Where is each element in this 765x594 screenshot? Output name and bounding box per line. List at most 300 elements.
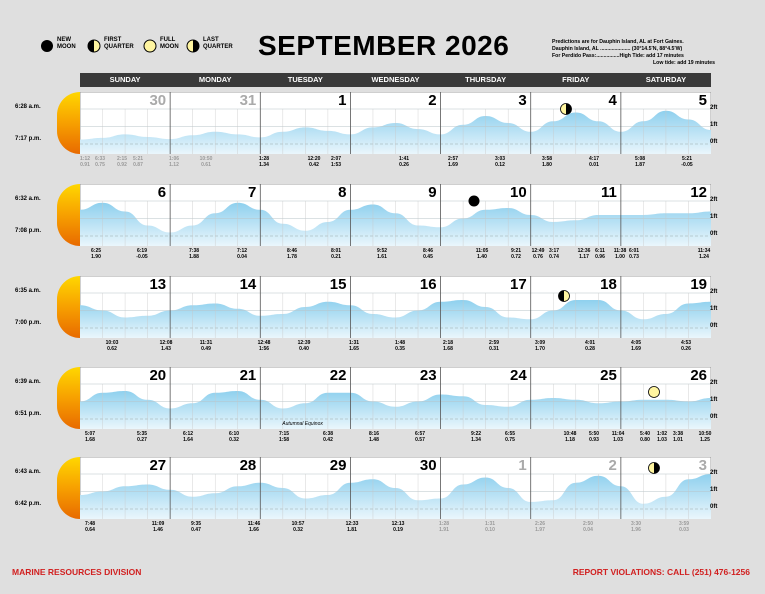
day-header-tuesday: TUESDAY [287, 75, 323, 84]
tide-height: 1.69 [448, 162, 458, 168]
sun-badge [57, 367, 80, 429]
tide-level-label: 2ft [710, 470, 718, 476]
day-header-thursday: THURSDAY [465, 75, 507, 84]
tide-entry [439, 521, 449, 533]
tide-time: 5:50 [588, 431, 600, 437]
tide-height: 1.97 [535, 527, 545, 533]
tide-entry [505, 431, 515, 443]
day-number: 1 [338, 92, 347, 109]
tide-height: 0.64 [85, 527, 95, 533]
tide-entry [578, 248, 591, 260]
tide-level-label: 0ft [710, 504, 718, 510]
tide-height: 1.46 [153, 527, 163, 533]
week-row [80, 276, 711, 338]
tide-entry [152, 521, 165, 533]
sunrise-time: 6:43 a.m. [15, 469, 41, 475]
legend-label: LAST QUARTER [203, 37, 233, 50]
tide-entry [589, 431, 599, 443]
day-number: 15 [329, 276, 347, 293]
day-number: 25 [600, 367, 617, 384]
day-number: 23 [419, 367, 437, 384]
tide-time: 5:21 [132, 156, 144, 162]
tide-entry [169, 156, 179, 168]
tide-entry [698, 248, 711, 260]
tide-height: 1.91 [439, 527, 449, 533]
tide-times-row [80, 156, 711, 172]
tide-time: 1:48 [394, 340, 406, 346]
tide-height: 1.03 [613, 437, 623, 443]
tide-time: 2:57 [447, 156, 459, 162]
tide-time: 6:19 [136, 248, 147, 254]
day-number: 28 [239, 457, 257, 474]
tide-entry [631, 521, 641, 533]
tide-entry [237, 248, 247, 260]
footer-division: MARINE RESOURCES DIVISION [12, 567, 142, 577]
tide-level-label: 0ft [710, 139, 718, 145]
tide-height: 1.68 [85, 437, 95, 443]
tide-time: 6:01 [628, 248, 640, 254]
tide-time: 6:38 [322, 431, 334, 437]
tide-time: 3:09 [534, 340, 546, 346]
day-header-monday: MONDAY [198, 75, 232, 84]
tide-time: 1:28 [438, 521, 450, 527]
day-number: 12 [690, 184, 707, 201]
tide-time: 12:39 [297, 340, 311, 346]
day-number: 18 [600, 276, 617, 293]
tide-time: 11:05 [475, 248, 489, 254]
tide-entry [279, 431, 289, 443]
tide-height: 0.01 [589, 162, 599, 168]
day-number: 27 [149, 457, 167, 474]
day-number: 8 [338, 184, 347, 201]
day-number: 16 [419, 276, 437, 293]
sunrise-time: 6:28 a.m. [15, 104, 41, 110]
day-number: 9 [428, 184, 437, 201]
tide-time: 1:31 [484, 521, 496, 527]
tide-level-label: 0ft [710, 231, 718, 237]
tide-entry [679, 521, 689, 533]
tide-entry [298, 340, 311, 352]
tide-height: 0.96 [595, 254, 605, 260]
day-number: 22 [329, 367, 347, 384]
tide-height: 1.34 [259, 162, 269, 168]
day-header-saturday: SATURDAY [645, 75, 687, 84]
tide-time: 5:08 [634, 156, 646, 162]
tide-time: 7:38 [188, 248, 200, 254]
tide-height: 1.24 [699, 254, 709, 260]
tide-height: 1.43 [161, 346, 171, 352]
tide-time: 1:02 [656, 431, 668, 437]
tide-time: 10:50 [199, 156, 213, 162]
tide-height: 1:53 [330, 162, 342, 168]
day-number: 29 [329, 457, 347, 474]
tide-height: 0.61 [201, 162, 211, 168]
tide-times-row [80, 431, 711, 447]
predictions-line: Low tide: add 19 minutes [653, 60, 715, 66]
tide-level-label: 1ft [710, 487, 718, 493]
tide-time: 12:08 [159, 340, 173, 346]
tide-entry [471, 431, 481, 443]
day-number: 5 [698, 92, 707, 109]
tide-entry [476, 248, 489, 260]
tide-entry [532, 248, 545, 260]
tide-height: 0.75 [95, 162, 105, 168]
tide-time: 1:28 [258, 156, 270, 162]
day-number: 2 [608, 457, 617, 474]
tide-height: 0.42 [309, 162, 319, 168]
tide-time: 11:09 [151, 521, 165, 527]
predictions-line: Predictions are for Dauphin Island, AL at Fort Gaines. [552, 39, 684, 45]
tide-height: 0.49 [201, 346, 211, 352]
tide-entry [331, 156, 341, 168]
week-row [80, 92, 711, 154]
day-number: 21 [239, 367, 257, 384]
tide-entry [423, 248, 433, 260]
tide-time: 1:06 [168, 156, 180, 162]
day-number: 3 [518, 92, 527, 109]
legend-label: FULL MOON [160, 37, 179, 50]
day-number: 31 [239, 92, 257, 109]
sunset-time: 6:42 p.m. [15, 501, 42, 507]
tide-height: 0.75 [505, 437, 515, 443]
day-number: 19 [690, 276, 707, 293]
tide-entry [377, 248, 387, 260]
tide-entry [585, 340, 595, 352]
tide-height: 0.40 [299, 346, 309, 352]
tide-entry [399, 156, 409, 168]
tide-time: 2:50 [582, 521, 594, 527]
tide-time: 3:03 [494, 156, 506, 162]
tide-time: 11:34 [697, 248, 711, 254]
tide-time: 2:15 [116, 156, 128, 162]
tide-entry [392, 521, 405, 533]
day-number: 2 [428, 92, 437, 109]
tide-height: 1.34 [471, 437, 481, 443]
tide-height: 1.96 [631, 527, 641, 533]
predictions-line: Dauphin Island, AL ..................... (30°14.5'N, 88°4.5'W) [552, 46, 683, 52]
tide-entry [448, 156, 458, 168]
tide-entry [589, 156, 599, 168]
tide-entry [549, 248, 559, 260]
tide-entry [369, 431, 379, 443]
tide-height: 0.12 [495, 162, 505, 168]
tide-entry [191, 521, 201, 533]
week-row [80, 367, 711, 429]
tide-entry [681, 156, 692, 168]
tide-height: 1.87 [635, 162, 645, 168]
tide-time: 11:46 [247, 521, 261, 527]
tide-height: 1.78 [287, 254, 297, 260]
tide-time: 3:17 [548, 248, 560, 254]
day-number: 1 [518, 457, 527, 474]
last-quarter-icon [186, 39, 200, 53]
tide-height: 0.35 [395, 346, 405, 352]
tide-times-row [80, 248, 711, 264]
day-number: 6 [157, 184, 167, 201]
tide-level-label: 0ft [710, 414, 718, 420]
tide-height: 0.04 [237, 254, 247, 260]
tide-height: 1.66 [249, 527, 259, 533]
tide-time: 6:55 [504, 431, 516, 437]
tide-time: 8:46 [286, 248, 298, 254]
day-number: 3 [698, 457, 707, 474]
tide-entry [395, 340, 405, 352]
tide-time: 4:53 [680, 340, 692, 346]
tide-level-label: 2ft [710, 289, 718, 295]
tide-entry [287, 248, 297, 260]
tide-height: 0.57 [415, 437, 425, 443]
tide-height: 0.80 [640, 437, 650, 443]
tide-height: 1.88 [189, 254, 199, 260]
tide-entry [485, 521, 495, 533]
tide-entry [640, 431, 650, 443]
tide-height: 0.73 [629, 254, 639, 260]
tide-time: 12:13 [391, 521, 405, 527]
tide-entry [635, 156, 645, 168]
tide-time: 3:59 [678, 521, 690, 527]
tide-time: 1:41 [398, 156, 410, 162]
tide-time: 1:31 [348, 340, 360, 346]
tide-entry [200, 156, 213, 168]
tide-height: 0.28 [585, 346, 595, 352]
day-number: 4 [608, 92, 617, 109]
tide-time: 8:16 [368, 431, 380, 437]
tide-height: -0.05 [136, 254, 148, 260]
tide-height: 1.81 [347, 527, 357, 533]
day-number: 10 [510, 184, 527, 201]
tide-time: 11:31 [199, 340, 213, 346]
tide-height: 0.92 [117, 162, 127, 168]
tide-height: 1.65 [349, 346, 359, 352]
day-number: 17 [510, 276, 527, 293]
tide-level-label: 1ft [710, 306, 718, 312]
tide-height: 1.01 [673, 437, 683, 443]
tide-entry [200, 340, 213, 352]
tide-entry [85, 431, 95, 443]
sunset-time: 6:51 p.m. [15, 411, 42, 417]
tide-time: 5:35 [136, 431, 148, 437]
tide-time: 9:21 [510, 248, 522, 254]
tide-height: 1.70 [535, 346, 545, 352]
tide-height: 0.04 [583, 527, 593, 533]
tide-entry [631, 340, 641, 352]
tide-height: 0.72 [511, 254, 521, 260]
tide-height: 1.61 [377, 254, 387, 260]
day-header-sunday: SUNDAY [109, 75, 141, 84]
day-number: 30 [419, 457, 437, 474]
sun-badge [57, 92, 80, 154]
tide-time: 6:33 [94, 156, 106, 162]
day-number: 7 [247, 184, 257, 201]
tide-height: 1:56 [258, 346, 270, 352]
legend-first-quarter [87, 37, 138, 53]
tide-time: 11:04 [611, 431, 625, 437]
tide-entry [95, 156, 105, 168]
tide-height: 1.90 [91, 254, 101, 260]
legend-new-moon [40, 37, 91, 53]
tide-level-label: 2ft [710, 197, 718, 203]
equinox-note: Autumnal Equinox [282, 421, 323, 427]
day-of-week-header [80, 73, 711, 87]
tide-time: 6:12 [182, 431, 194, 437]
tide-time: 2:18 [442, 340, 454, 346]
tide-entry [489, 340, 499, 352]
tide-height: 0.91 [80, 162, 90, 168]
tide-entry [681, 340, 691, 352]
tide-time: 11:38 [613, 248, 627, 254]
tide-entry [136, 248, 147, 260]
tide-height: 1.03 [657, 437, 667, 443]
tide-entry [673, 431, 683, 443]
tide-height: 1.18 [565, 437, 575, 443]
tide-time: 10:57 [291, 521, 305, 527]
tide-entry [346, 521, 359, 533]
predictions-line: For Perdido Pass:................High Tide: add 17 minutes [552, 53, 684, 59]
sun-badge [57, 276, 80, 338]
day-header-wednesday: WEDNESDAY [371, 75, 420, 84]
tide-time: 12:49 [531, 248, 545, 254]
tide-height: 1.17 [579, 254, 589, 260]
tide-height: 1.48 [369, 437, 379, 443]
tide-entry [415, 431, 425, 443]
tide-time: 6:57 [414, 431, 426, 437]
tide-entry [629, 248, 639, 260]
tide-time: 4:05 [630, 340, 642, 346]
tide-level-label: 1ft [710, 214, 718, 220]
tide-entry [117, 156, 127, 168]
tide-time: 2:07 [330, 156, 342, 162]
tide-entry [308, 156, 321, 168]
tide-entry [292, 521, 305, 533]
sunset-time: 7:08 p.m. [15, 228, 42, 234]
day-number: 11 [600, 184, 617, 201]
tide-height: 1.80 [542, 162, 552, 168]
day-number: 20 [149, 367, 167, 384]
tide-time: 12:20 [307, 156, 321, 162]
tide-time: 10:48 [563, 431, 577, 437]
tide-height: 0.76 [533, 254, 543, 260]
tide-height: 1.00 [615, 254, 625, 260]
tide-time: 6:10 [228, 431, 240, 437]
tide-level-label: 0ft [710, 323, 718, 329]
tide-entry [258, 340, 271, 352]
tide-entry [91, 248, 101, 260]
week-row [80, 457, 711, 519]
tide-height: 0.32 [293, 527, 303, 533]
tide-time: 3:58 [541, 156, 553, 162]
tide-time: 10:50 [698, 431, 712, 437]
tide-time: 8:01 [330, 248, 342, 254]
tide-time: 7:12 [236, 248, 248, 254]
tide-time: 6:25 [90, 248, 102, 254]
tide-time: 3:30 [630, 521, 642, 527]
tide-times-row [80, 521, 711, 537]
tide-time: 9:52 [376, 248, 388, 254]
tide-time: 9:35 [190, 521, 202, 527]
tide-time: 12:36 [577, 248, 591, 254]
tide-entry [657, 431, 667, 443]
tide-entry [443, 340, 453, 352]
new-moon-icon [468, 194, 480, 206]
tide-time: 5:40 [639, 431, 651, 437]
tide-entry [595, 248, 605, 260]
new-moon-icon [40, 39, 54, 53]
tide-height: 0.32 [229, 437, 239, 443]
sunrise-time: 6:32 a.m. [15, 196, 41, 202]
tide-entry [542, 156, 552, 168]
tide-entry [80, 156, 90, 168]
tide-entry [259, 156, 269, 168]
tide-entry [133, 156, 143, 168]
tide-height: 1:58 [278, 437, 290, 443]
tide-time: 5:07 [84, 431, 96, 437]
tide-entry [137, 431, 147, 443]
legend-label: FIRST QUARTER [104, 37, 134, 50]
tide-entry [248, 521, 261, 533]
day-number: 24 [510, 367, 527, 384]
last-quarter-icon [648, 461, 660, 473]
tide-time: 7:48 [84, 521, 96, 527]
tide-time: 2:59 [488, 340, 500, 346]
day-number: 30 [149, 92, 167, 109]
week-row [80, 184, 711, 246]
day-number: 26 [690, 367, 707, 384]
tide-entry [160, 340, 173, 352]
full-moon-icon [648, 385, 660, 397]
tide-level-label: 1ft [710, 397, 718, 403]
tide-height: 0.47 [191, 527, 201, 533]
tide-entry [564, 431, 577, 443]
tide-entry [323, 431, 333, 443]
sunrise-time: 6:39 a.m. [15, 379, 41, 385]
tide-time: 2:26 [534, 521, 546, 527]
tide-height: 0.87 [133, 162, 143, 168]
sun-badge [57, 184, 80, 246]
tide-height: 1.64 [183, 437, 193, 443]
tide-time: 5:21 [681, 156, 692, 162]
tide-time: 4:17 [588, 156, 600, 162]
tide-time: 12:48 [257, 340, 271, 346]
day-number: 13 [149, 276, 167, 293]
tide-height: 1.40 [477, 254, 487, 260]
tide-entry [614, 248, 627, 260]
sunset-time: 7:17 p.m. [15, 136, 42, 142]
tide-entry [229, 431, 239, 443]
tide-entry [612, 431, 625, 443]
tide-entry [583, 521, 593, 533]
tide-level-label: 2ft [710, 380, 718, 386]
tide-height: 1.12 [169, 162, 179, 168]
tide-entry [183, 431, 193, 443]
sunrise-time: 6:35 a.m. [15, 288, 41, 294]
sunset-time: 7:00 p.m. [15, 320, 42, 326]
tide-height: 0.27 [137, 437, 147, 443]
legend-last-quarter [186, 37, 237, 53]
tide-time: 3:38 [672, 431, 684, 437]
tide-times-row [80, 340, 711, 356]
tide-entry [331, 248, 341, 260]
tide-height: 0.93 [589, 437, 599, 443]
tide-height: 0.19 [393, 527, 403, 533]
tide-time: 10:03 [105, 340, 119, 346]
legend-label: NEW MOON [57, 37, 76, 50]
first-quarter-icon [87, 39, 101, 53]
predictions-note [552, 39, 715, 67]
tide-entry [535, 521, 545, 533]
tide-height: 0.42 [323, 437, 333, 443]
tide-entry [189, 248, 199, 260]
last-quarter-icon [560, 102, 572, 114]
